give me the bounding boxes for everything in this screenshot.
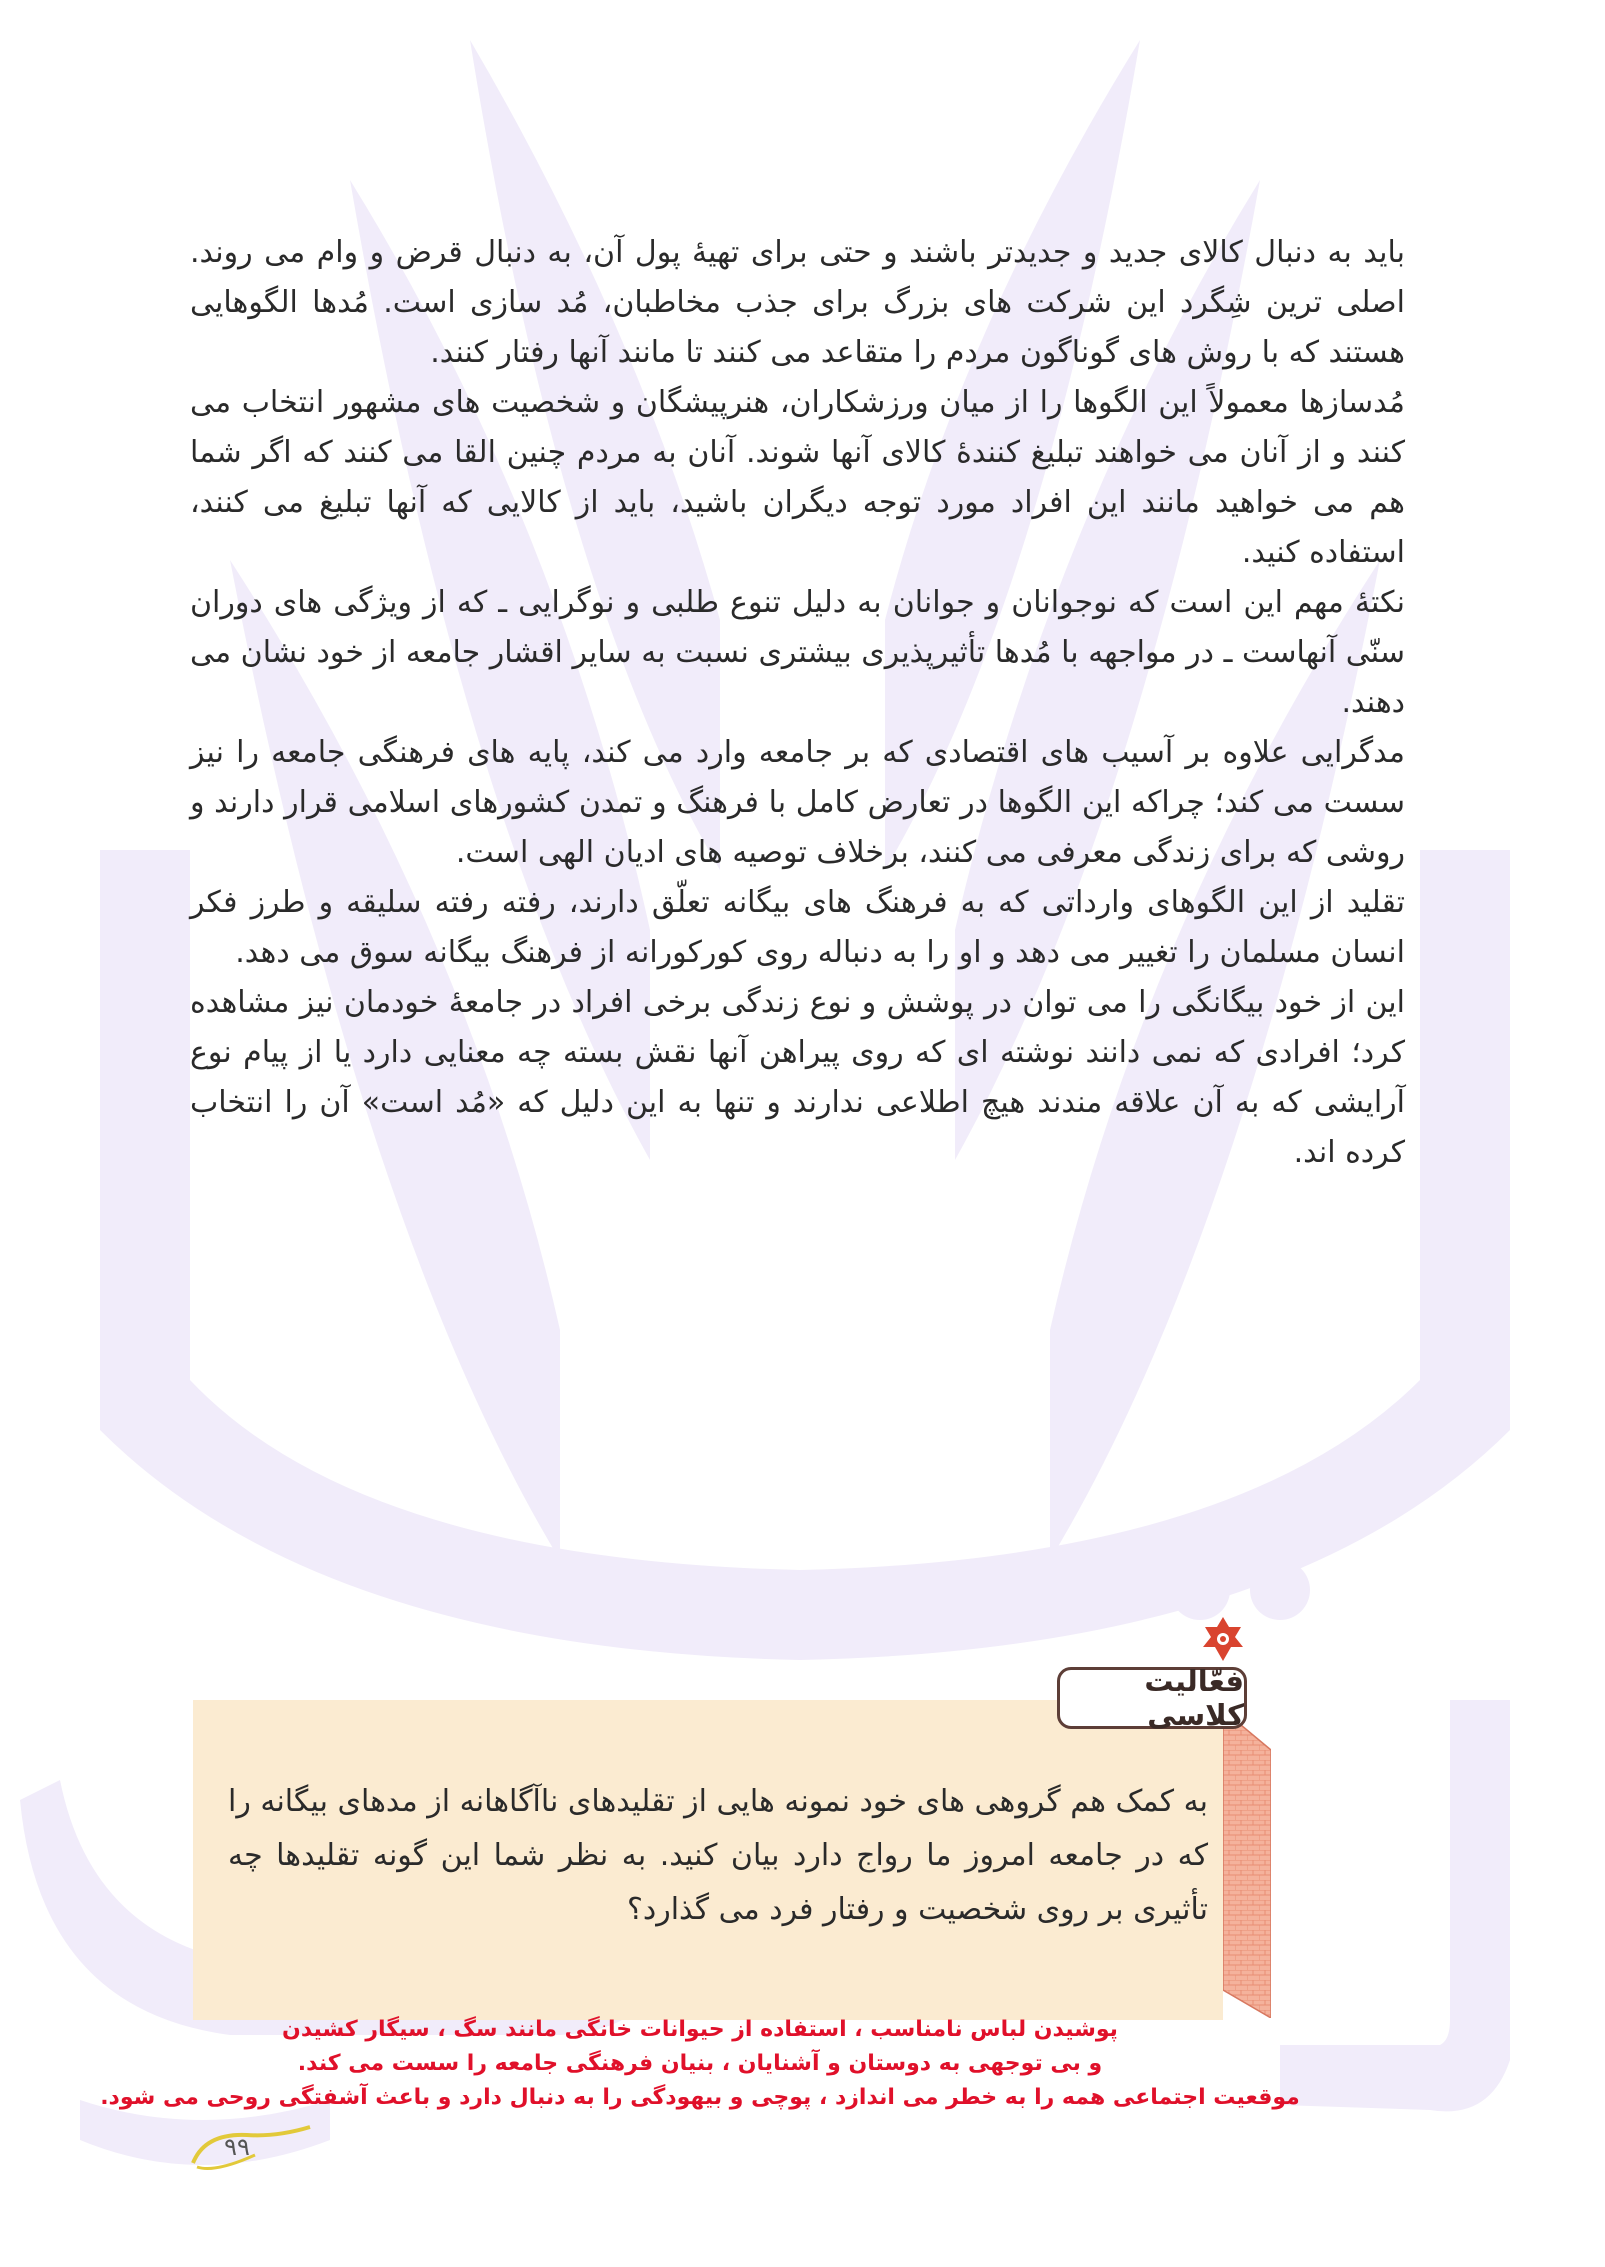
- activity-text: به کمک هم گروهی های خود نمونه هایی از تقلیدهای ناآگاهانه از مدهای بیگانه را که در جامعه امروز ما رواج دارد بیان کنید. به نظر شما این گونه تقلیدها چه تأثیری بر روی شخصیت و رفتار فرد می گذارد؟: [228, 1784, 1208, 1927]
- ornament-icon: [1198, 1615, 1248, 1665]
- page-number: [185, 2125, 315, 2175]
- paragraph-1: باید به دنبال کالای جدید و جدیدتر باشند و حتی برای تهیهٔ پول آن، به دنبال قرض و وام می روند. اصلی ترین شِگرد این شرکت های بزرگ برای جذب مخاطبان، مُد سازی است. مُدها الگوهایی هستند که با روش های گوناگون مردم را متقاعد می کنند تا مانند آنها رفتار کنند.: [190, 235, 1405, 370]
- paragraph-6: این از خود بیگانگی را می توان در پوشش و نوع زندگی برخی افراد در جامعهٔ خودمان نیز مشاهده کرد؛ افرادی که نمی دانند نوشته ای که روی پیراهن آنها نقش بسته چه معنایی دارد یا از پیام نوع آرایشی که به آن علاقه مندند هیچ اطلاعی ندارند و تنها به این دلیل که «مُد است» آن را انتخاب کرده اند.: [190, 985, 1405, 1170]
- paragraph-3: نکتهٔ مهم این است که نوجوانان و جوانان به دلیل تنوع طلبی و نوگرایی ـ که از ویژگی های دوران سنّی آنهاست ـ در مواجهه با مُدها تأثیرپذیری بیشتری نسبت به سایر اقشار جامعه از خود نشان می دهند.: [190, 585, 1405, 720]
- answer-text: [60, 2013, 1340, 2115]
- page-number-label: ۹۹: [224, 2133, 250, 2161]
- answer-line-2: و بی توجهی به دوستان و آشنایان ، بنیان فرهنگی جامعه را سست می کند.: [297, 2051, 1103, 2076]
- paragraph-4: مدگرایی علاوه بر آسیب های اقتصادی که بر جامعه وارد می کند، پایه های فرهنگی جامعه را نیز سست می کند؛ چراکه این الگوها در تعارض کامل با فرهنگ و تمدن کشورهای اسلامی قرار دارند و روشی که برای زندگی معرفی می کنند، برخلاف توصیه های ادیان الهی است.: [190, 735, 1405, 870]
- paragraph-2: مُدسازها معمولاً این الگوها را از میان ورزشکاران، هنرپیشگان و شخصیت های مشهور انتخاب می کنند و از آنان می خواهند تبلیغ کنندهٔ کالای آنها شوند. آنان به مردم چنین القا می کنند که اگر شما هم می خواهید مانند این افراد مورد توجه دیگران باشید، باید از کالایی که آنها تبلیغ می کنند، استفاده کنید.: [190, 385, 1405, 570]
- answer-line-1: پوشیدن لباس نامناسب ، استفاده از حیوانات خانگی مانند سگ ، سیگار کشیدن: [282, 2017, 1118, 2042]
- activity-title: فعّالیت کلاسی: [1057, 1667, 1247, 1729]
- main-text: [190, 228, 1405, 1178]
- activity-side-pattern: [1223, 1710, 1271, 2018]
- paragraph-5: تقلید از این الگوهای وارداتی که به فرهنگ های بیگانه تعلّق دارند، رفته رفته سلیقه و طرز فکر انسان مسلمان را تغییر می دهد و او را به دنباله روی کورکورانه از فرهنگ بیگانه سوق می دهد.: [190, 885, 1405, 970]
- answer-line-3: موقعیت اجتماعی همه را به خطر می اندازد ، پوچی و بیهودگی را به دنبال دارد و باعث آشفتگی روحی می شود.: [100, 2085, 1300, 2110]
